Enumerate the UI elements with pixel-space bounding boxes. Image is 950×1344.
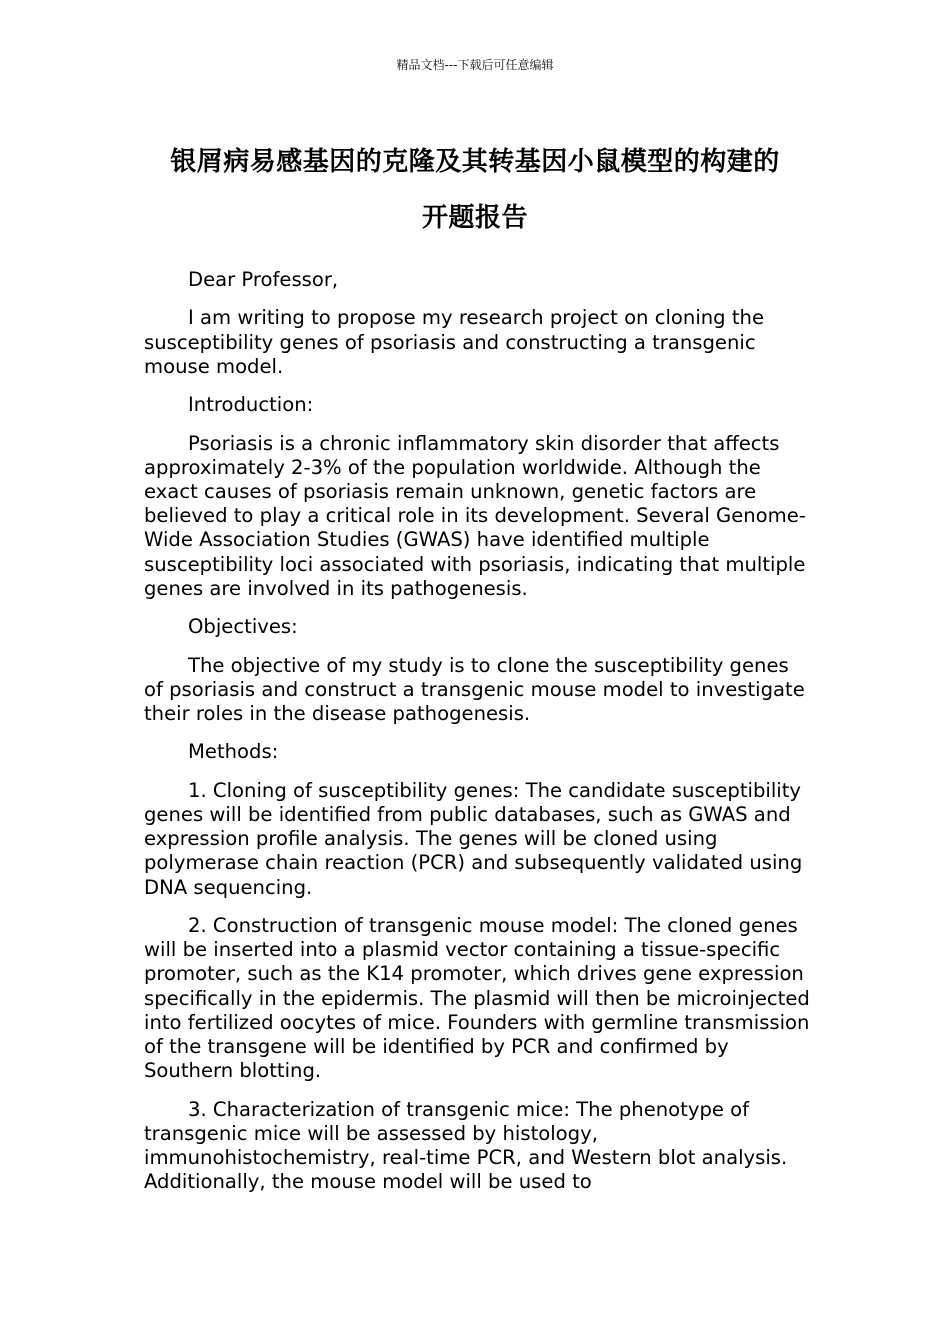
introduction-paragraph: Psoriasis is a chronic inflammatory skin disorder that affects approximately 2-3% of the population worldwide. Although the exact causes of psoriasis remain unknown, genetic factors are believed to play a critical role in its development. Several Genome-Wide Association Studies (GWAS) have identified multiple susceptibility loci associated with psoriasis, indicating that multiple genes are involved in its pathogenesis. bbox=[144, 431, 806, 600]
section-heading-introduction: Introduction: bbox=[188, 393, 314, 417]
document-body bbox=[144, 268, 810, 1209]
header-note: 精品文档---下载后可任意编辑 bbox=[396, 58, 554, 72]
document-title bbox=[120, 134, 830, 246]
salutation: Dear Professor, bbox=[188, 268, 339, 291]
section-heading-methods: Methods: bbox=[188, 740, 279, 764]
title-line-1: 银屑病易感基因的克隆及其转基因小鼠模型的构建的 bbox=[170, 147, 780, 177]
methods-step-3: 3. Characterization of transgenic mice: The phenotype of transgenic mice will be assessed by histology, immunohistochemistry, real-time PCR, and Western blot analysis. Additionally, the mouse model will be used to bbox=[144, 1097, 788, 1194]
methods-step-1: 1. Cloning of susceptibility genes: The candidate susceptibility genes will be identified from public databases, such as GWAS and expression profile analysis. The genes will be cloned using polymerase chain reaction (PCR) and subsequently validated using DNA sequencing. bbox=[144, 778, 803, 899]
methods-step-2: 2. Construction of transgenic mouse model: The cloned genes will be inserted into a plasmid vector containing a tissue-specific promoter, such as the K14 promoter, which drives gene expression specifically in the epidermis. The plasmid will then be microinjected into fertilized oocytes of mice. Founders with germline transmission of the transgene will be identified by PCR and confirmed by Southern blotting. bbox=[144, 913, 810, 1083]
objectives-paragraph: The objective of my study is to clone the susceptibility genes of psoriasis and construct a transgenic mouse model to investigate their roles in the disease pathogenesis. bbox=[144, 653, 805, 725]
proposal-intro-paragraph: I am writing to propose my research project on cloning the susceptibility genes of psoriasis and constructing a transgenic mouse model. bbox=[144, 306, 765, 378]
title-line-2: 开题报告 bbox=[421, 203, 528, 233]
section-heading-objectives: Objectives: bbox=[188, 615, 298, 639]
